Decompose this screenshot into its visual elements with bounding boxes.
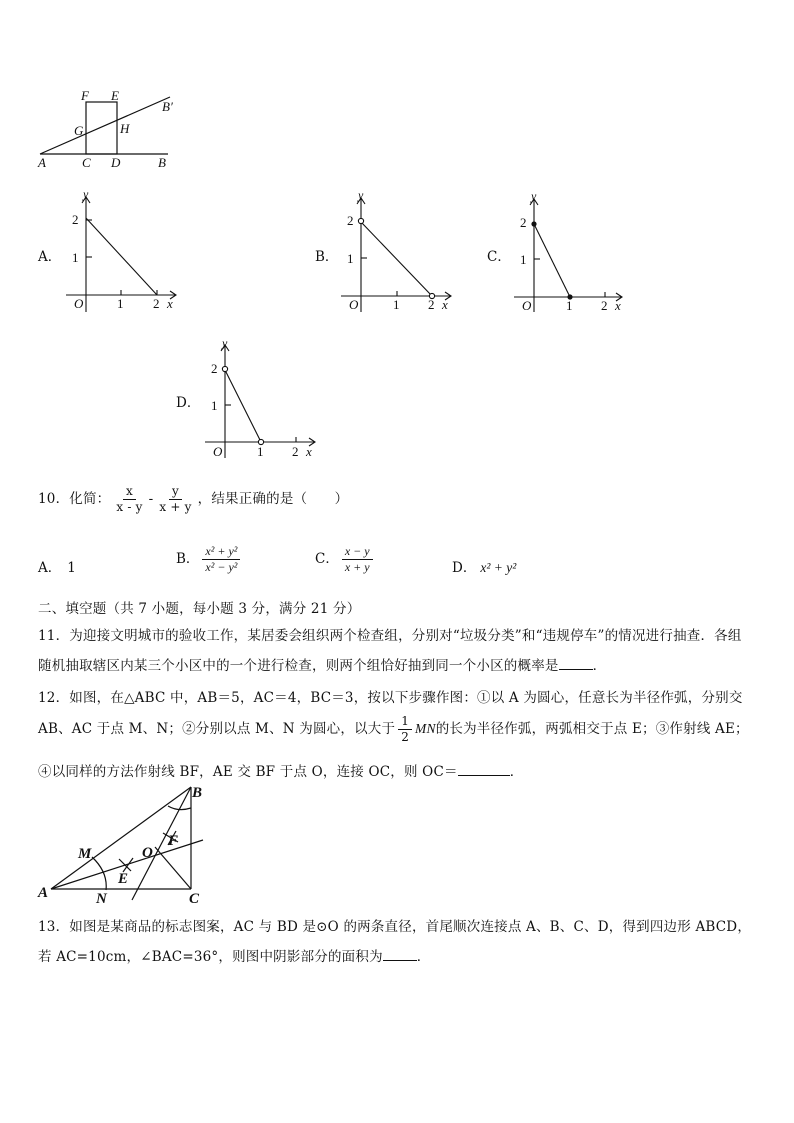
label-H: H [120,121,130,136]
option-a-label: A． [38,249,62,265]
label-B: B [158,155,166,170]
svg-text:1: 1 [520,252,527,267]
q12-line1: 12．如图，在△ABC 中，AB＝5，AC＝4，BC＝3，按以下步骤作图：①以 A 为圆心，任意长为半径作弧，分别交 [38,690,743,706]
option-c-label: C． [487,249,511,265]
q11-line1: 11．为迎接文明城市的验收工作，某居委会组织两个检查组，分别对“垃圾分类”和“违规停车”的情况进行抽查．各组 [38,628,742,644]
svg-text:x: x [167,296,173,311]
svg-text:x: x [442,297,448,312]
svg-text:C: C [189,891,200,907]
svg-text:1: 1 [72,250,79,265]
label-D: D [111,155,121,170]
svg-text:y: y [531,189,537,203]
label-A: A [38,155,46,170]
q10-option-b: B． $\frac{\text{x² + y²}}{\text{x² − y²}}$ [176,544,243,575]
svg-text:1: 1 [211,398,218,413]
label-C: C [82,155,91,170]
svg-text:O: O [213,444,223,459]
q13-line2: 若 AC=10cm，∠BAC=36°，则图中阴影部分的面积为 ． [38,949,431,965]
svg-text:F: F [168,833,179,849]
section-title: 二、填空题（共 7 小题，每小题 3 分，满分 21 分） [38,601,361,617]
q13-answer-blank[interactable] [383,960,417,961]
svg-text:M: M [78,846,92,862]
svg-text:2: 2 [153,296,160,311]
svg-text:E: E [118,871,129,887]
option-b-label: B． [315,249,339,265]
label-Bprime: B′ [162,99,173,114]
q10-line: 10．化简： $\frac{x}{x - y}$ - $\frac{y}{x + y}$ ，结果正确的是（ ） [38,484,349,514]
svg-text:2: 2 [72,212,79,227]
q11-line2: 随机抽取辖区内某三个小区中的一个进行检查，则两个组恰好抽到同一个小区的概率是 ． [38,658,607,674]
svg-text:y: y [222,336,228,350]
svg-text:y: y [83,187,89,201]
svg-text:y: y [358,188,364,202]
q10-tail: ，结果正确的是（ ） [197,491,349,507]
svg-text:1: 1 [257,444,264,459]
label-E: E [111,88,119,103]
svg-text:B: B [192,785,203,801]
svg-text:2: 2 [428,297,435,312]
q13-line1: 13．如图是某商品的标志图案，AC 与 BD 是⊙O 的两条直径，首尾顺次连接点 A、B、C、D，得到四边形 ABCD， [38,919,752,935]
q10-option-d: D． x² + y² [452,560,517,576]
svg-text:2: 2 [601,298,608,313]
svg-text:x: x [615,298,621,313]
svg-text:O: O [142,845,153,861]
label-G: G [74,123,84,138]
svg-text:A: A [38,885,49,901]
svg-text:O: O [74,296,84,311]
q10-frac-2: $\frac{y}{x + y}$ [159,484,192,514]
q10-option-c: C． $\frac{x - y}{x + y}$ [315,544,376,575]
svg-text:1: 1 [566,298,573,313]
q10-lead: 10．化简： [38,491,111,507]
svg-text:1: 1 [117,296,124,311]
option-d-label: D． [176,395,201,411]
svg-text:N: N [96,891,107,907]
svg-text:x: x [306,444,312,459]
q12-line2: AB、AC 于点 M、N；②分别以点 M、N 为圆心，以大于 $\frac{1}{2}$ MN的长为半径作弧，两弧相交于点 E；③作射线 AE； [38,714,749,744]
svg-text:2: 2 [292,444,299,459]
q10-option-a: A． 1 [38,560,76,576]
svg-text:2: 2 [520,215,527,230]
svg-text:O: O [349,297,359,312]
svg-text:2: 2 [211,361,218,376]
label-F: F [81,88,89,103]
q10-frac-1: $\frac{x}{x - y}$ [116,484,143,514]
svg-text:1: 1 [347,251,354,266]
svg-text:O: O [522,298,532,313]
q12-line3: ④以同样的方法作射线 BF，AE 交 BF 于点 O，连接 OC，则 OC＝ ． [38,764,524,780]
svg-text:1: 1 [393,297,400,312]
svg-text:2: 2 [347,213,354,228]
